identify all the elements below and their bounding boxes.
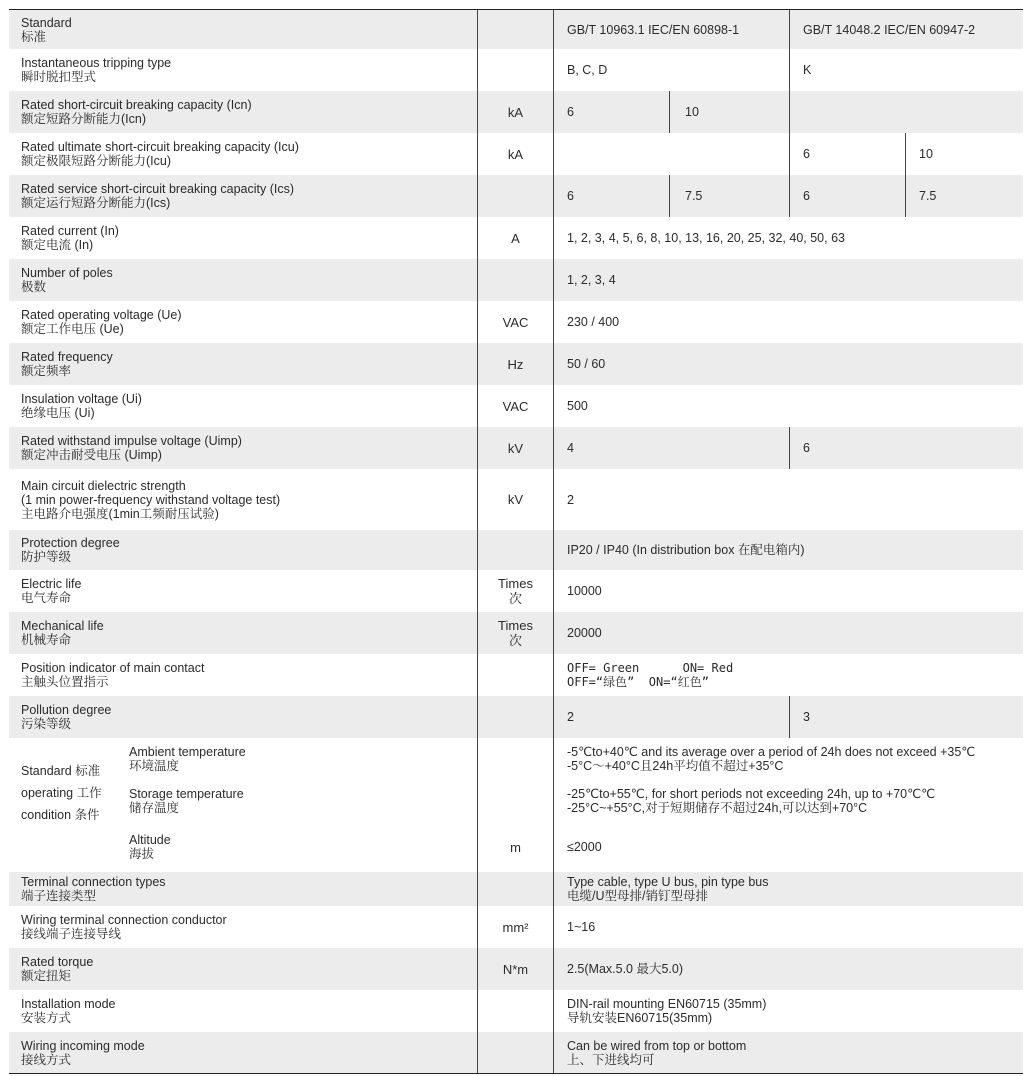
unit-cell [478, 612, 553, 654]
param-en: Rated withstand impulse voltage (Uimp) [21, 434, 242, 448]
param-cell [21, 948, 476, 990]
param-cell [21, 872, 476, 906]
param-zh: 额定短路分断能力(Icn) [21, 112, 147, 126]
unit-en: Times [498, 576, 533, 591]
unit-cell: kA [507, 104, 524, 120]
row-poles [9, 259, 1023, 301]
param-en: Rated service short-circuit breaking capacity (Ics) [21, 182, 295, 196]
param-zh: 额定工作电压 (Ue) [21, 322, 124, 336]
value-line1: DIN-rail mounting EN60715 (35mm) [567, 997, 767, 1011]
value: 50 / 60 [567, 357, 606, 371]
condition-group-label-1: Standard 标准 [21, 764, 101, 778]
row-mechanical-life [9, 612, 1023, 654]
value-cell [803, 427, 1021, 469]
value-line2: 导轨安装EN60715(35mm) [567, 1011, 713, 1025]
param-zh: 电气寿命 [21, 591, 72, 605]
row-dielectric [9, 469, 1023, 530]
value-a: 4 [567, 441, 574, 455]
value-cell [803, 133, 903, 175]
row-ue [9, 301, 1023, 343]
value: 230 / 400 [567, 315, 620, 329]
param-cell [21, 259, 476, 301]
column-divider [669, 91, 670, 133]
param-zh: 污染等级 [21, 717, 72, 731]
value-b: GB/T 14048.2 IEC/EN 60947-2 [803, 22, 976, 37]
row-trip-type [9, 49, 1023, 91]
param-en: Standard [21, 15, 72, 30]
param-zh: 额定电流 (In) [21, 238, 94, 252]
column-divider [553, 10, 554, 1073]
value-b: 3 [803, 710, 810, 724]
param-cell [21, 175, 476, 217]
param-cell [21, 990, 476, 1032]
value-cell [567, 696, 787, 738]
value-cell [803, 49, 1021, 91]
value-4: 7.5 [919, 189, 937, 203]
value-cell [567, 780, 1023, 822]
row-incoming [9, 1032, 1023, 1073]
value-line2: -5°C～+40°C且24h平均值不超过+35°C [567, 759, 784, 773]
param-zh: 额定冲击耐受电压 (Uimp) [21, 448, 162, 462]
param-en: Insulation voltage (Ui) [21, 392, 142, 406]
value-cell [685, 91, 785, 133]
value-a: GB/T 10963.1 IEC/EN 60898-1 [567, 22, 740, 37]
unit-cell [478, 570, 553, 612]
param-cell [21, 385, 476, 427]
param-en: Rated short-circuit breaking capacity (Icn) [21, 98, 252, 112]
param-en: Installation mode [21, 997, 116, 1011]
value-cell [567, 469, 1017, 530]
param-en: Pollution degree [21, 703, 112, 717]
value-cell [567, 217, 1017, 259]
unit-cell: kV [507, 440, 524, 456]
value: 1, 2, 3, 4, 5, 6, 8, 10, 13, 16, 20, 25, 32, 40, 50, 63 [567, 231, 845, 245]
row-rated-current [9, 217, 1023, 259]
param-en: Rated torque [21, 955, 94, 969]
value-line2: OFF=“绿色” ON=“红色” [567, 675, 709, 689]
param-en: Rated frequency [21, 350, 113, 364]
value-line2: -25°C~+55°C,对于短期储存不超过24h,可以达到+70°C [567, 801, 868, 815]
column-divider [669, 175, 670, 217]
param-en: Protection degree [21, 536, 120, 550]
param-zh: 额定扭矩 [21, 969, 72, 983]
value-2: 10 [919, 147, 933, 161]
column-divider [789, 10, 790, 91]
param-en: Terminal connection types [21, 875, 166, 889]
value: 20000 [567, 626, 602, 640]
row-icn [9, 91, 1023, 133]
value-cell [567, 343, 1017, 385]
row-ambient-temperature [9, 738, 1023, 780]
param-zh: 安装方式 [21, 1011, 72, 1025]
param-cell [21, 301, 476, 343]
param-cell [21, 91, 476, 133]
value-cell [567, 530, 1017, 570]
param-en: Altitude [129, 833, 171, 847]
param-en-note: (1 min power-frequency withstand voltage test) [21, 492, 281, 507]
param-en: Mechanical life [21, 619, 104, 633]
column-divider [477, 10, 478, 1073]
unit-zh: 次 [508, 633, 522, 648]
param-zh: 环境温度 [129, 759, 180, 773]
param-cell [21, 696, 476, 738]
value: 1, 2, 3, 4 [567, 273, 616, 287]
value-cell [803, 696, 1021, 738]
param-en: Main circuit dielectric strength [21, 478, 186, 493]
unit-zh: 次 [508, 591, 522, 606]
row-uimp [9, 427, 1023, 469]
param-cell [21, 10, 476, 49]
value-line1: -5℃to+40℃ and its average over a period of 24h does not exceed +35℃ [567, 745, 976, 759]
value: 10000 [567, 584, 602, 598]
param-zh: 标准 [21, 29, 47, 44]
unit-cell: VAC [502, 398, 529, 414]
value-cell [567, 301, 1017, 343]
value-cell [567, 738, 1023, 780]
unit-en: Times [498, 618, 533, 633]
value: ≤2000 [567, 840, 602, 854]
value-3: 6 [803, 189, 810, 203]
value: 2 [567, 492, 574, 507]
row-storage-temperature [9, 780, 1023, 822]
value: 500 [567, 399, 588, 413]
param-en: Wiring terminal connection conductor [21, 913, 227, 927]
value-cell [919, 133, 1019, 175]
unit-cell: VAC [502, 314, 529, 330]
param-zh: 机械寿命 [21, 633, 72, 647]
row-altitude [9, 822, 1023, 872]
row-ics [9, 175, 1023, 217]
param-zh: 额定运行短路分断能力(Ics) [21, 196, 171, 210]
value-cell [567, 175, 667, 217]
param-cell [21, 654, 476, 696]
value-a: B, C, D [567, 63, 608, 77]
column-divider [789, 696, 790, 738]
param-cell [21, 217, 476, 259]
unit-cell: kV [507, 492, 524, 507]
column-divider [905, 133, 906, 217]
value-cell [567, 948, 1017, 990]
value-cell [567, 10, 787, 49]
row-icu [9, 133, 1023, 175]
spec-table [9, 9, 1023, 1074]
condition-group-label-3: condition 条件 [21, 808, 100, 822]
value-cell [567, 612, 1017, 654]
param-zh: 极数 [21, 280, 47, 294]
param-zh: 储存温度 [129, 801, 180, 815]
column-divider [789, 91, 790, 217]
value-1: 6 [567, 189, 574, 203]
param-en: Position indicator of main contact [21, 661, 205, 675]
unit-cell: A [511, 230, 520, 246]
condition-group-label-2: operating 工作 [21, 786, 102, 800]
param-en: Number of poles [21, 266, 113, 280]
param-zh: 防护等级 [21, 550, 72, 564]
value-cell [803, 175, 903, 217]
value: IP20 / IP40 (In distribution box 在配电箱内) [567, 543, 805, 557]
value-cell [567, 385, 1017, 427]
value-cell [567, 822, 1017, 872]
value-b: 6 [803, 441, 810, 455]
param-cell [21, 49, 476, 91]
param-zh: 端子连接类型 [21, 889, 97, 903]
value-cell [919, 175, 1019, 217]
value-1: 6 [567, 105, 574, 119]
value-cell [803, 10, 1021, 49]
param-cell [21, 906, 476, 948]
param-en: Ambient temperature [129, 745, 246, 759]
value-2: 7.5 [685, 189, 703, 203]
value-cell [567, 570, 1017, 612]
unit-cell: kA [507, 146, 524, 162]
row-protection [9, 530, 1023, 570]
value-b: K [803, 63, 812, 77]
value-line2: 上、下进线均可 [567, 1052, 655, 1067]
value-cell [567, 427, 787, 469]
value: 1~16 [567, 920, 596, 934]
unit-cell: Hz [507, 356, 524, 372]
unit-cell: m [510, 839, 521, 855]
param-en: Rated operating voltage (Ue) [21, 308, 182, 322]
param-en: Storage temperature [129, 787, 244, 801]
value-cell [567, 259, 1017, 301]
value-cell [685, 175, 785, 217]
param-en: Rated ultimate short-circuit breaking capacity (Icu) [21, 140, 299, 154]
value-cell [567, 654, 1017, 696]
row-standard [9, 10, 1023, 49]
param-zh: 绝缘电压 (Ui) [21, 406, 95, 420]
value-2: 10 [685, 105, 699, 119]
row-electric-life [9, 570, 1023, 612]
unit-cell: N*m [502, 961, 529, 977]
param-cell [21, 427, 476, 469]
param-zh: 海拔 [129, 847, 155, 861]
param-cell [129, 780, 474, 822]
param-cell [21, 612, 476, 654]
value-a: 2 [567, 710, 574, 724]
param-en: Wiring incoming mode [21, 1038, 145, 1053]
value-1: 6 [803, 147, 810, 161]
unit-cell: mm² [502, 919, 529, 935]
param-zh: 接线方式 [21, 1052, 72, 1067]
param-cell [21, 133, 476, 175]
param-zh: 额定频率 [21, 364, 72, 378]
param-cell [21, 570, 476, 612]
row-conductor [9, 906, 1023, 948]
row-torque [9, 948, 1023, 990]
param-en: Electric life [21, 577, 82, 591]
param-cell [129, 822, 474, 872]
param-cell [129, 738, 474, 780]
value-cell [567, 49, 787, 91]
row-pollution [9, 696, 1023, 738]
param-zh: 瞬时脱扣型式 [21, 70, 97, 84]
param-en: Rated current (In) [21, 224, 119, 238]
param-zh: 额定极限短路分断能力(Icu) [21, 154, 172, 168]
value-cell [567, 91, 667, 133]
row-frequency [9, 343, 1023, 385]
value: 2.5(Max.5.0 最大5.0) [567, 962, 684, 976]
value-line1: Type cable, type U bus, pin type bus [567, 875, 769, 889]
param-en: Instantaneous tripping type [21, 56, 172, 70]
value-line1: OFF= Green ON= Red [567, 661, 734, 675]
value-cell [567, 906, 1017, 948]
value-cell [567, 872, 1017, 906]
param-cell [21, 1032, 476, 1073]
param-cell [21, 530, 476, 570]
value-cell [567, 990, 1017, 1032]
value-cell [567, 1032, 1017, 1073]
column-divider [789, 427, 790, 469]
row-installation [9, 990, 1023, 1032]
value-line2: 电缆/U型母排/销钉型母排 [567, 889, 708, 903]
param-zh: 主电路介电强度(1min工频耐压试验) [21, 506, 219, 521]
value-line1: -25℃to+55℃, for short periods not exceeding 24h, up to +70℃℃ [567, 787, 936, 801]
value-line1: Can be wired from top or bottom [567, 1038, 747, 1053]
param-cell [21, 469, 476, 530]
param-zh: 主触头位置指示 [21, 675, 109, 689]
row-terminal-types [9, 872, 1023, 906]
row-position-indicator [9, 654, 1023, 696]
row-ui [9, 385, 1023, 427]
param-cell [21, 343, 476, 385]
param-zh: 接线端子连接导线 [21, 927, 122, 941]
